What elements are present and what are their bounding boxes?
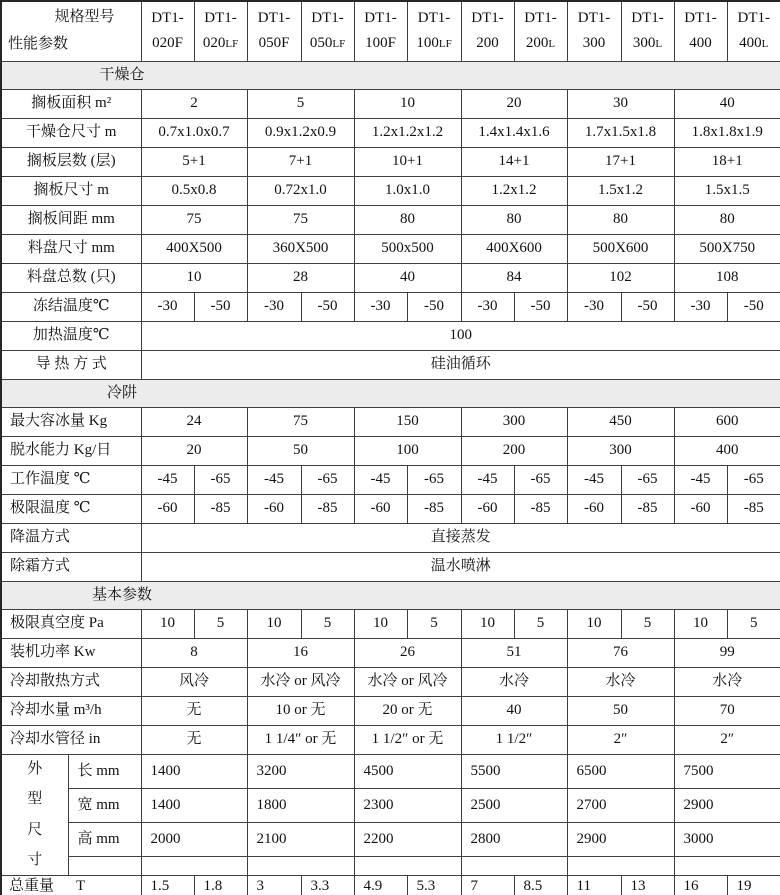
- value-cell: 5: [727, 609, 780, 638]
- value-cell: -30: [247, 292, 301, 321]
- value-cell: 3200: [247, 754, 354, 788]
- value-cell: 400X500: [141, 234, 247, 263]
- value-cell: -45: [674, 465, 727, 494]
- value-cell: [674, 856, 780, 875]
- spec-row: [1, 350, 780, 379]
- value-cell: 水冷: [461, 667, 567, 696]
- spec-row: [1, 263, 780, 292]
- value-cell: 102: [567, 263, 674, 292]
- value-cell: 450: [567, 407, 674, 436]
- value-cell: 400X600: [461, 234, 567, 263]
- spec-row: [1, 147, 780, 176]
- value-cell: 水冷: [674, 667, 780, 696]
- value-cell: 2″: [674, 725, 780, 754]
- value-cell: 20: [141, 436, 247, 465]
- model-prefix: DT1-: [524, 10, 557, 26]
- spec-row: [1, 856, 780, 875]
- value-cell: 2500: [461, 788, 567, 822]
- value-cell: 75: [247, 407, 354, 436]
- model-cell: [461, 1, 514, 61]
- model-cell: [301, 1, 354, 61]
- value-cell: 400: [674, 436, 780, 465]
- value-cell: 5: [247, 89, 354, 118]
- value-cell: 7: [461, 875, 514, 895]
- value-cell: 5: [301, 609, 354, 638]
- row-label: 加热温度℃: [1, 321, 141, 350]
- value-cell: 4.9: [354, 875, 407, 895]
- value-cell: -30: [141, 292, 194, 321]
- value-cell: 4500: [354, 754, 461, 788]
- value-cell: 10: [354, 609, 407, 638]
- row-label: 冷却水量 m³/h: [1, 696, 141, 725]
- value-cell: -60: [567, 494, 621, 523]
- value-cell: 1.5x1.5: [674, 176, 780, 205]
- value-cell: -45: [247, 465, 301, 494]
- value-cell: -30: [354, 292, 407, 321]
- row-label: 搁板层数 (层): [1, 147, 141, 176]
- value-cell: [567, 856, 674, 875]
- spec-row: [1, 788, 780, 822]
- model-code: 200L: [525, 35, 556, 51]
- section-cell: [1, 581, 780, 609]
- spec-row: [1, 234, 780, 263]
- value-cell: 2000: [141, 822, 247, 856]
- value-cell: -65: [621, 465, 674, 494]
- value-cell: 2800: [461, 822, 567, 856]
- weight-label: 总重量: [9, 878, 55, 894]
- value-cell: -30: [674, 292, 727, 321]
- dim-group-char: 尺: [27, 821, 43, 838]
- row-label: 冷却散热方式: [1, 667, 141, 696]
- corner-top-label: 规格型号: [54, 9, 115, 25]
- value-cell: 1800: [247, 788, 354, 822]
- value-cell: -60: [141, 494, 194, 523]
- value-cell: 13: [621, 875, 674, 895]
- value-cell: 风冷: [141, 667, 247, 696]
- model-cell: [514, 1, 567, 61]
- model-cell: [247, 1, 301, 61]
- row-label: 冷却水管径 in: [1, 725, 141, 754]
- dim-sub-label: 宽 mm: [68, 788, 141, 822]
- spec-row: [1, 436, 780, 465]
- value-cell: 5.3: [407, 875, 461, 895]
- model-cell: [621, 1, 674, 61]
- value-cell: [461, 856, 567, 875]
- dim-sub-label: [68, 856, 141, 875]
- model-cell: [407, 1, 461, 61]
- value-cell: 直接蒸发: [141, 523, 780, 552]
- spec-row: [1, 465, 780, 494]
- value-cell: 500X600: [567, 234, 674, 263]
- model-prefix: DT1-: [631, 10, 664, 26]
- value-cell: 2300: [354, 788, 461, 822]
- value-cell: 5+1: [141, 147, 247, 176]
- value-cell: -85: [301, 494, 354, 523]
- spec-row: [1, 89, 780, 118]
- value-cell: 99: [674, 638, 780, 667]
- model-cell: [141, 1, 194, 61]
- spec-table-body: [1, 1, 780, 895]
- value-cell: 30: [567, 89, 674, 118]
- value-cell: 1.8: [194, 875, 247, 895]
- value-cell: 75: [141, 205, 247, 234]
- value-cell: 28: [247, 263, 354, 292]
- value-cell: 1.0x1.0: [354, 176, 461, 205]
- corner-cell: [1, 1, 141, 61]
- value-cell: -30: [461, 292, 514, 321]
- value-cell: 0.5x0.8: [141, 176, 247, 205]
- value-cell: -45: [354, 465, 407, 494]
- model-code: 400L: [739, 35, 769, 51]
- model-prefix: DT1-: [737, 10, 771, 26]
- value-cell: 18+1: [674, 147, 780, 176]
- value-cell: 16: [674, 875, 727, 895]
- value-cell: -50: [194, 292, 247, 321]
- value-cell: 2100: [247, 822, 354, 856]
- value-cell: -65: [727, 465, 780, 494]
- row-label: 搁板间距 mm: [1, 205, 141, 234]
- spec-row: [1, 292, 780, 321]
- model-prefix: DT1-: [577, 10, 611, 26]
- value-cell: 10: [247, 609, 301, 638]
- value-cell: 2″: [567, 725, 674, 754]
- dim-sub-label: 高 mm: [68, 822, 141, 856]
- row-label: 搁板面积 m²: [1, 89, 141, 118]
- value-cell: 40: [461, 696, 567, 725]
- spec-row: [1, 638, 780, 667]
- spec-row: [1, 696, 780, 725]
- section-row: [1, 581, 780, 609]
- section-row: [1, 61, 780, 89]
- value-cell: -50: [301, 292, 354, 321]
- model-prefix: DT1-: [151, 10, 184, 26]
- section-row: [1, 379, 780, 407]
- value-cell: 5: [621, 609, 674, 638]
- row-label: [1, 875, 141, 895]
- value-cell: [354, 856, 461, 875]
- value-cell: 17+1: [567, 147, 674, 176]
- value-cell: 10: [567, 609, 621, 638]
- spec-row: [1, 667, 780, 696]
- value-cell: 19: [727, 875, 780, 895]
- value-cell: 1.5: [141, 875, 194, 895]
- row-label: 装机功率 Kw: [1, 638, 141, 667]
- value-cell: 水冷 or 风冷: [247, 667, 354, 696]
- value-cell: 75: [247, 205, 354, 234]
- value-cell: -30: [567, 292, 621, 321]
- dim-group-text: [2, 757, 68, 873]
- value-cell: 11: [567, 875, 621, 895]
- value-cell: 20: [461, 89, 567, 118]
- value-cell: 10: [674, 609, 727, 638]
- model-code: 400: [689, 35, 712, 51]
- value-cell: -60: [354, 494, 407, 523]
- value-cell: 1400: [141, 788, 247, 822]
- row-label: 最大容冰量 Kg: [1, 407, 141, 436]
- section-label: 冷阱: [106, 384, 137, 401]
- spec-row: [1, 205, 780, 234]
- value-cell: 20 or 无: [354, 696, 461, 725]
- value-cell: 10+1: [354, 147, 461, 176]
- model-cell: [567, 1, 621, 61]
- value-cell: 无: [141, 725, 247, 754]
- model-code: 050F: [258, 35, 290, 51]
- value-cell: 1 1/2″ or 无: [354, 725, 461, 754]
- value-cell: 16: [247, 638, 354, 667]
- section-label: 干燥仓: [99, 66, 145, 83]
- value-cell: 1.7x1.5x1.8: [567, 118, 674, 147]
- value-cell: -85: [621, 494, 674, 523]
- value-cell: -65: [514, 465, 567, 494]
- dim-group-char: 型: [27, 791, 43, 807]
- value-cell: 8: [141, 638, 247, 667]
- section-cell: [1, 61, 780, 89]
- value-cell: 0.9x1.2x0.9: [247, 118, 354, 147]
- model-prefix: DT1-: [204, 10, 237, 26]
- section-label: 基本参数: [91, 586, 152, 603]
- value-cell: 40: [354, 263, 461, 292]
- row-label: 冻结温度℃: [1, 292, 141, 321]
- value-cell: -60: [247, 494, 301, 523]
- value-cell: 3000: [674, 822, 780, 856]
- value-cell: 76: [567, 638, 674, 667]
- spec-row: [1, 609, 780, 638]
- value-cell: 80: [567, 205, 674, 234]
- section-cell: [1, 379, 780, 407]
- value-cell: 500X750: [674, 234, 780, 263]
- weight-unit: T: [76, 878, 86, 894]
- value-cell: 80: [354, 205, 461, 234]
- row-label: 极限真空度 Pa: [1, 609, 141, 638]
- model-code: 300: [582, 35, 606, 51]
- value-cell: 水冷: [567, 667, 674, 696]
- spec-row: [1, 822, 780, 856]
- spec-row: [1, 407, 780, 436]
- row-label: 干燥仓尺寸 m: [1, 118, 141, 147]
- value-cell: -50: [514, 292, 567, 321]
- value-cell: -85: [514, 494, 567, 523]
- row-label: 脱水能力 Kg/日: [1, 436, 141, 465]
- value-cell: -50: [727, 292, 780, 321]
- value-cell: 无: [141, 696, 247, 725]
- value-cell: [247, 856, 354, 875]
- value-cell: 200: [461, 436, 567, 465]
- value-cell: 500x500: [354, 234, 461, 263]
- model-cell: [194, 1, 247, 61]
- value-cell: 80: [461, 205, 567, 234]
- value-cell: 10: [141, 263, 247, 292]
- value-cell: -45: [567, 465, 621, 494]
- value-cell: -45: [461, 465, 514, 494]
- row-label: 搁板尺寸 m: [1, 176, 141, 205]
- value-cell: 硅油循环: [141, 350, 780, 379]
- value-cell: -45: [141, 465, 194, 494]
- row-label: 极限温度 ℃: [1, 494, 141, 523]
- value-cell: 1.2x1.2x1.2: [354, 118, 461, 147]
- value-cell: -85: [727, 494, 780, 523]
- value-cell: 10: [461, 609, 514, 638]
- value-cell: 5: [407, 609, 461, 638]
- spec-row: [1, 118, 780, 147]
- value-cell: 84: [461, 263, 567, 292]
- value-cell: 1 1/4″ or 无: [247, 725, 354, 754]
- model-code: 300L: [632, 35, 663, 51]
- value-cell: 6500: [567, 754, 674, 788]
- value-cell: 1.8x1.8x1.9: [674, 118, 780, 147]
- value-cell: 温水喷淋: [141, 552, 780, 581]
- spec-row: [1, 176, 780, 205]
- model-cell: [354, 1, 407, 61]
- header-row: [1, 1, 780, 61]
- value-cell: 7500: [674, 754, 780, 788]
- value-cell: 2200: [354, 822, 461, 856]
- model-cell: [674, 1, 727, 61]
- spec-row: [1, 875, 780, 895]
- value-cell: -85: [407, 494, 461, 523]
- value-cell: 24: [141, 407, 247, 436]
- value-cell: 100: [354, 436, 461, 465]
- value-cell: 1 1/2″: [461, 725, 567, 754]
- value-cell: 40: [674, 89, 780, 118]
- dim-group-char: 外: [27, 760, 43, 777]
- value-cell: 2: [141, 89, 247, 118]
- value-cell: 10 or 无: [247, 696, 354, 725]
- value-cell: 2900: [567, 822, 674, 856]
- value-cell: 26: [354, 638, 461, 667]
- spec-row: [1, 754, 780, 788]
- spec-row: [1, 523, 780, 552]
- value-cell: 50: [567, 696, 674, 725]
- model-code: 020F: [152, 35, 183, 51]
- spec-row: [1, 494, 780, 523]
- value-cell: 10: [354, 89, 461, 118]
- value-cell: 14+1: [461, 147, 567, 176]
- value-cell: -60: [674, 494, 727, 523]
- value-cell: 300: [461, 407, 567, 436]
- value-cell: 5500: [461, 754, 567, 788]
- value-cell: 3.3: [301, 875, 354, 895]
- model-prefix: DT1-: [364, 10, 397, 26]
- value-cell: 1.5x1.2: [567, 176, 674, 205]
- value-cell: 水冷 or 风冷: [354, 667, 461, 696]
- model-code: 100LF: [416, 35, 452, 51]
- value-cell: 70: [674, 696, 780, 725]
- spec-row: [1, 321, 780, 350]
- value-cell: 51: [461, 638, 567, 667]
- model-code: 050LF: [309, 35, 346, 51]
- corner-bottom-label: 性能参数: [8, 35, 69, 52]
- value-cell: 100: [141, 321, 780, 350]
- value-cell: -65: [301, 465, 354, 494]
- model-prefix: DT1-: [311, 10, 344, 26]
- value-cell: 0.7x1.0x0.7: [141, 118, 247, 147]
- value-cell: 0.72x1.0: [247, 176, 354, 205]
- row-label: 料盘总数 (只): [1, 263, 141, 292]
- value-cell: -50: [621, 292, 674, 321]
- value-cell: -65: [407, 465, 461, 494]
- value-cell: 80: [674, 205, 780, 234]
- row-label: 工作温度 ℃: [1, 465, 141, 494]
- dim-group-char: 寸: [27, 852, 43, 868]
- spec-row: [1, 725, 780, 754]
- value-cell: 3: [247, 875, 301, 895]
- model-cell: [727, 1, 780, 61]
- value-cell: -60: [461, 494, 514, 523]
- dim-sub-label: 长 mm: [68, 754, 141, 788]
- value-cell: -65: [194, 465, 247, 494]
- value-cell: 108: [674, 263, 780, 292]
- model-code: 100F: [365, 35, 396, 51]
- model-prefix: DT1-: [684, 10, 717, 26]
- model-prefix: DT1-: [417, 10, 451, 26]
- model-code: 200: [476, 35, 499, 51]
- value-cell: 1.2x1.2: [461, 176, 567, 205]
- row-label: 料盘尺寸 mm: [1, 234, 141, 263]
- value-cell: 1400: [141, 754, 247, 788]
- value-cell: 360X500: [247, 234, 354, 263]
- value-cell: 2900: [674, 788, 780, 822]
- value-cell: 7+1: [247, 147, 354, 176]
- value-cell: 10: [141, 609, 194, 638]
- value-cell: 1.4x1.4x1.6: [461, 118, 567, 147]
- value-cell: 5: [194, 609, 247, 638]
- row-label: 降温方式: [1, 523, 141, 552]
- value-cell: -50: [407, 292, 461, 321]
- model-prefix: DT1-: [257, 10, 291, 26]
- row-label: 除霜方式: [1, 552, 141, 581]
- value-cell: 150: [354, 407, 461, 436]
- model-prefix: DT1-: [471, 10, 504, 26]
- model-code: 020LF: [202, 35, 239, 51]
- spec-row: [1, 552, 780, 581]
- value-cell: -85: [194, 494, 247, 523]
- value-cell: 5: [514, 609, 567, 638]
- value-cell: 8.5: [514, 875, 567, 895]
- row-label: 导 热 方 式: [1, 350, 141, 379]
- dim-group-cell: [1, 754, 68, 875]
- value-cell: 300: [567, 436, 674, 465]
- value-cell: 50: [247, 436, 354, 465]
- value-cell: 2700: [567, 788, 674, 822]
- value-cell: 600: [674, 407, 780, 436]
- value-cell: [141, 856, 247, 875]
